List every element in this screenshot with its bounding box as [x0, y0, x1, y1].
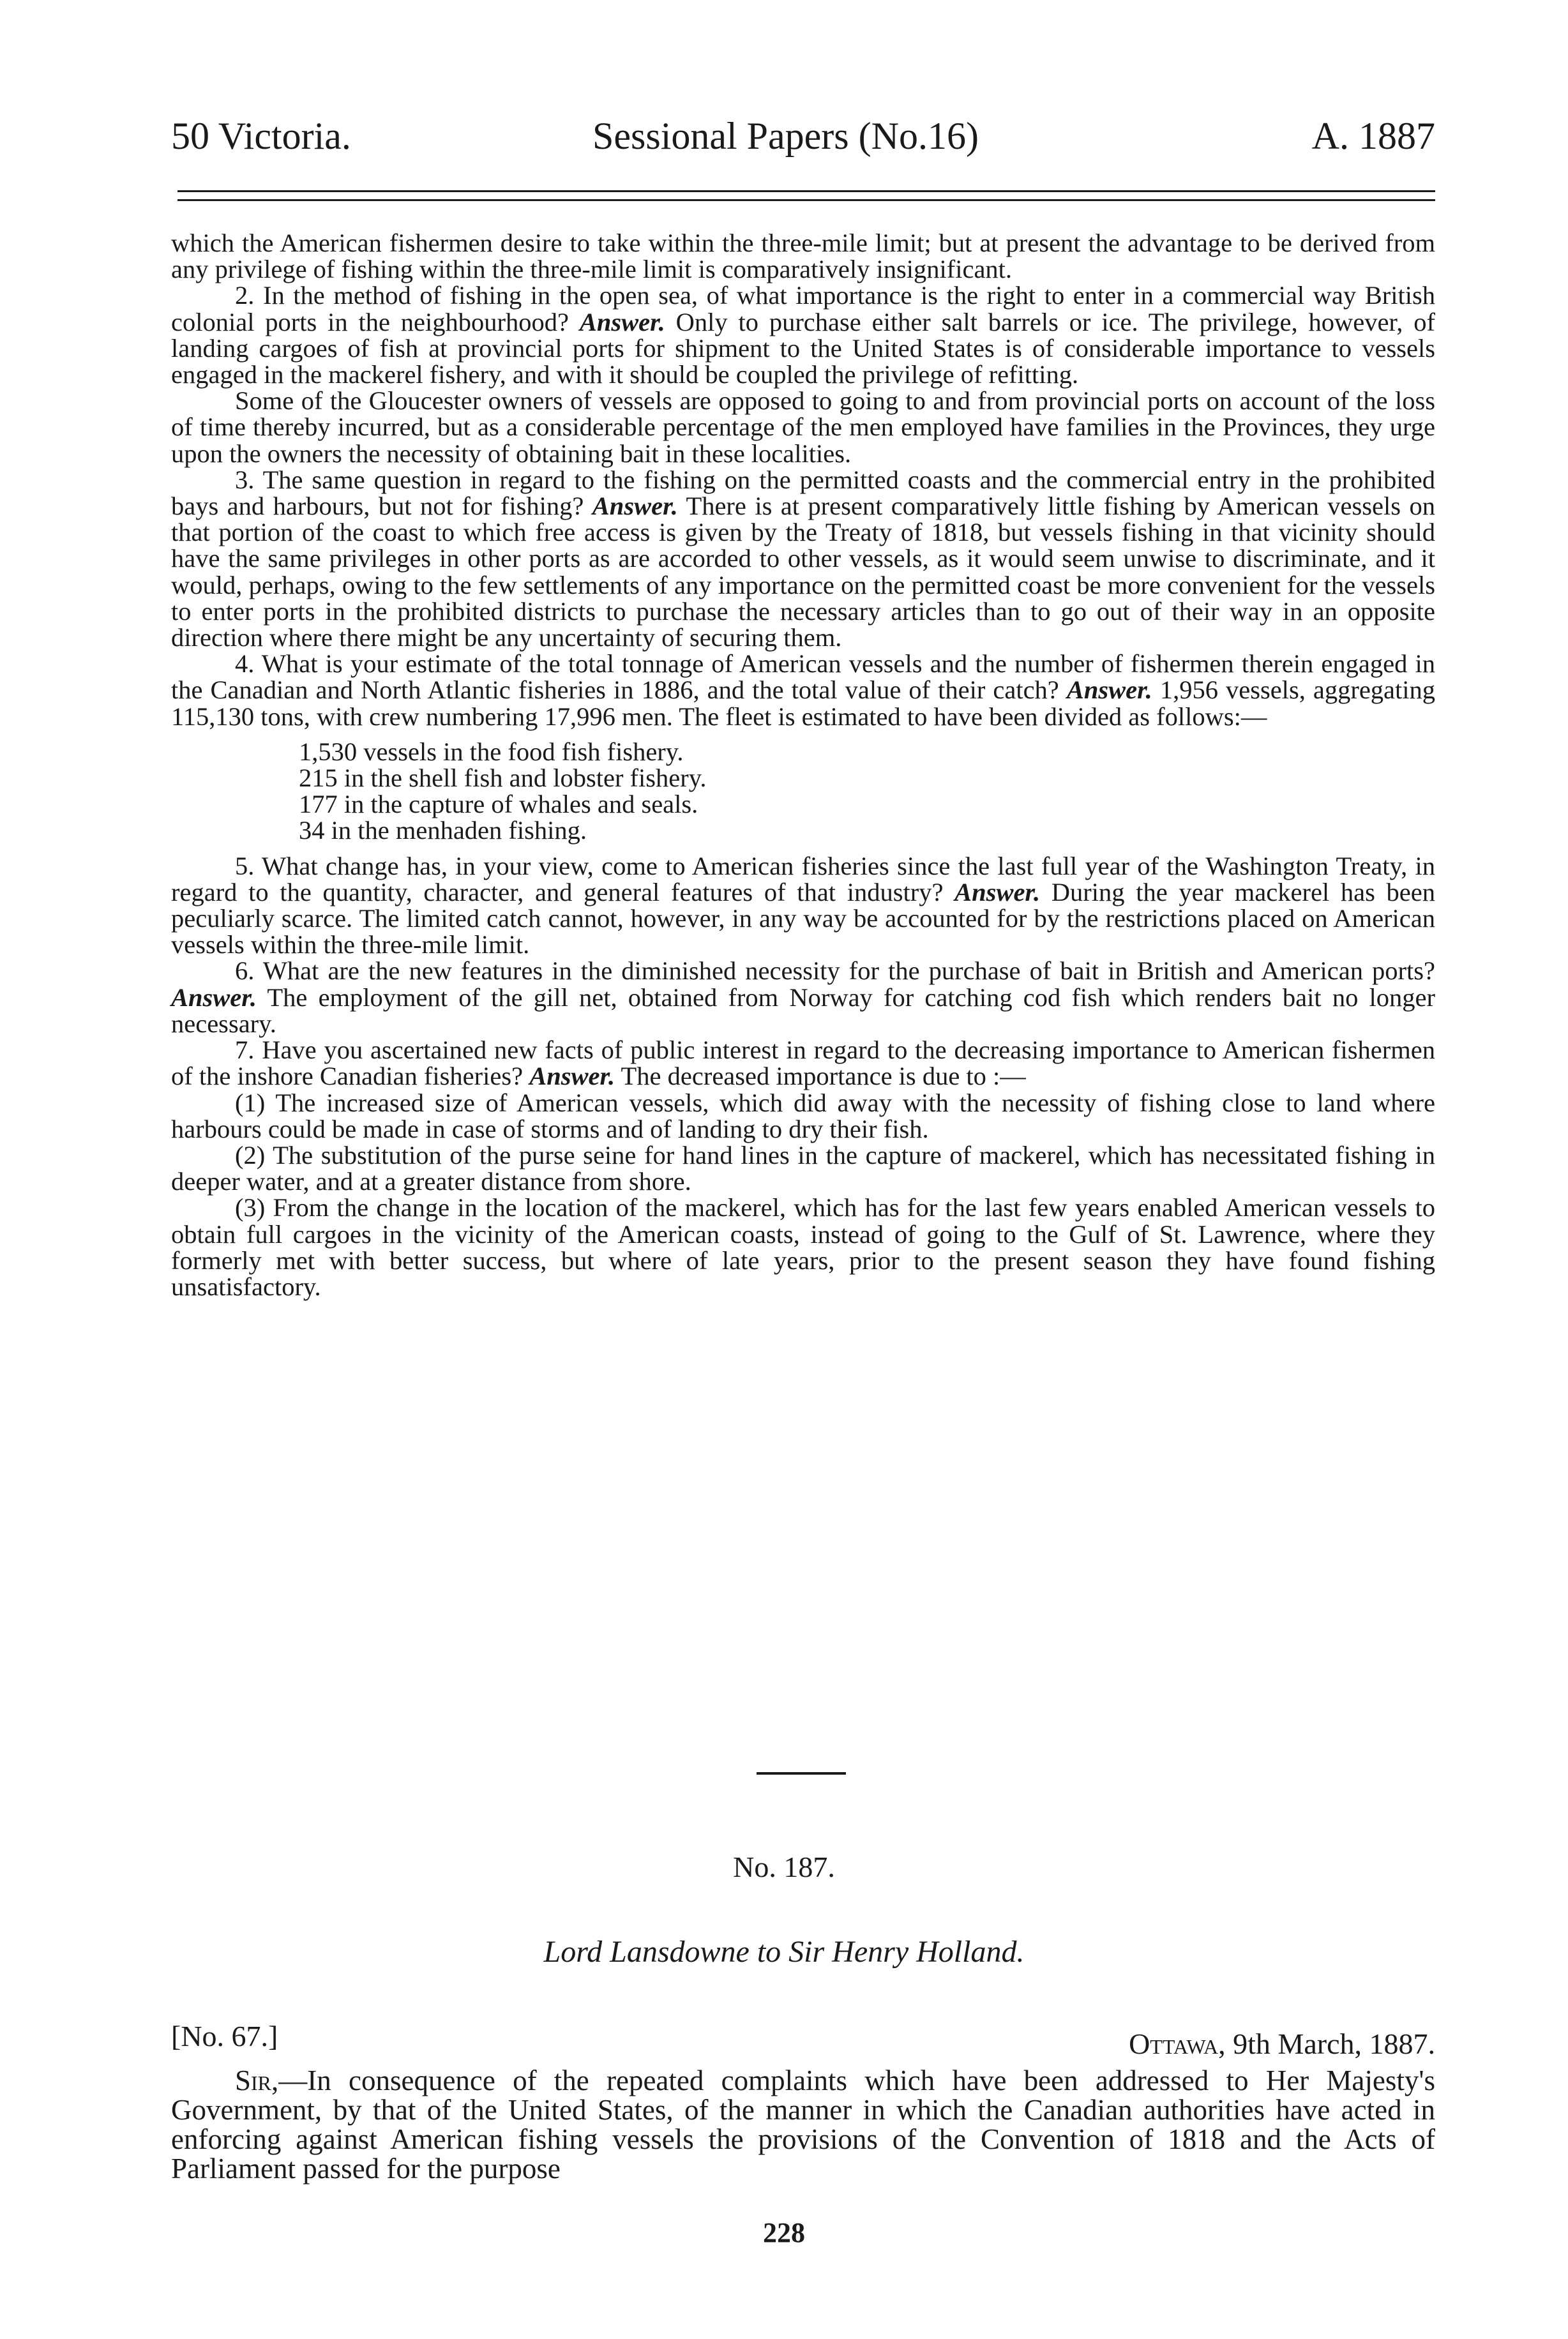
answer-label: Answer.: [1066, 675, 1152, 705]
paragraph-gloucester: Some of the Gloucester owners of vessels are opposed to going to and from provincial ports on account of the loss of time thereby incurred, but as a considerable percentage of the men employed have families in the Provinces, they urge upon the owners the necessity of obtaining bait in these localities.: [171, 386, 1435, 468]
header-rule-top: [177, 190, 1435, 192]
reason-2: (2) The substitution of the purse seine for hand lines in the capture of mackerel, which has necessitated fishing in deeper water, and at a greater distance from shore.: [171, 1140, 1435, 1196]
answer-label: Answer.: [529, 1062, 615, 1091]
despatch-reference: [No. 67.]: [171, 2020, 278, 2052]
answer-text: There is at present comparatively little fishing by American vessels on that portion of the coast to which free access is given by the Treaty of 1818, but vessels fishing in that vicinity should have the same privileges in other ports as are accorded to other vessels, as it would seem unwise to discriminate, and it would, perhaps, owing to the few settlements of any importance on the permitted coast be more convenient for the vessels to enter ports in the prohibited districts to purchase the necessary articles than to go out of their way in an opposite direction where there might be any uncertainty of securing them.: [171, 492, 1435, 652]
section-divider: [757, 1772, 846, 1775]
answer-label: Answer.: [171, 982, 257, 1012]
place: Ottawa,: [1129, 2027, 1226, 2060]
running-header: [171, 107, 1435, 165]
answer-text: 1,956 vessels, aggregating 115,130 tons, with crew numbering 17,996 men. The fleet is estimated to have been divided as follows:—: [171, 675, 1436, 731]
body-text: [171, 230, 1435, 1300]
question-2: [171, 282, 1435, 387]
letter-text: —In consequence of the repeated complaints which have been addressed to Her Majesty's Government, by that of the United States, of the manner in which the Canadian authorities have acted in enforcing against American fishing vessels the provisions of the Convention of 1818 and the Acts of Parliament passed for the purpose: [171, 2064, 1435, 2185]
header-series-title: Sessional Papers (No.16): [592, 115, 979, 157]
question-text: 6. What are the new features in the diminished necessity for the purchase of bait in British and American ports?: [235, 956, 1435, 986]
question-3: [171, 467, 1435, 651]
answer-text: During the year mackerel has been peculiarly scarce. The limited catch cannot, however, in any way be accounted for by the restrictions placed on American vessels within the three-mile limit.: [171, 877, 1436, 959]
answer-text: Only to purchase either salt barrels or ice. The privilege, however, of landing cargoes of fish at provincial ports for shipment to the United States is of considerable importance to vessels engaged in the mackerel fishery, and with it should be coupled the privilege of refitting.: [171, 307, 1435, 389]
answer-text: The employment of the gill net, obtained from Norway for catching cod fish which renders bait no longer necessary.: [171, 982, 1435, 1038]
header-regnal-year: 50 Victoria.: [171, 115, 351, 157]
dateline: [1129, 2025, 1435, 2063]
letter-paragraph: [171, 2066, 1435, 2183]
list-item: 215 in the shell fish and lobster fishery.: [299, 763, 707, 793]
answer-label: Answer.: [579, 307, 665, 336]
page-number: 228: [763, 2217, 805, 2248]
salutation: Sir,: [235, 2064, 279, 2096]
list-item: 34 in the menhaden fishing.: [299, 816, 587, 845]
question-text: 7. Have you ascertained new facts of public interest in regard to the decreasing importance to American fishermen of the inshore Canadian fisheries?: [171, 1035, 1435, 1091]
fleet-list: [299, 739, 1435, 844]
question-6: [171, 958, 1435, 1037]
answer-label: Answer.: [592, 492, 678, 521]
header-year: A. 1887: [1311, 115, 1435, 157]
answer-label: Answer.: [954, 877, 1041, 906]
reason-3: (3) From the change in the location of the mackerel, which has for the last few years enabled American vessels to obtain full cargoes in the vicinity of the American coasts, instead of going to the Gulf of St. Lawrence, where they formerly met with better success, but where of late years, prior to the present season they have found fishing unsatisfactory.: [171, 1193, 1435, 1301]
answer-text: The decreased importance is due to :—: [621, 1062, 1026, 1091]
letter-body: [171, 2066, 1435, 2183]
document-title: Lord Lansdowne to Sir Henry Holland.: [543, 1935, 1025, 1969]
question-text: 2. In the method of fishing in the open sea, of what importance is the right to enter in a commercial way British colonial ports in the neighbourhood?: [171, 281, 1435, 336]
reason-1: (1) The increased size of American vessels, which did away with the necessity of fishing close to land where harbours could be made in case of storms and of landing to dry their fish.: [171, 1088, 1435, 1143]
date: 9th March, 1887.: [1233, 2027, 1435, 2060]
question-5: [171, 853, 1435, 958]
question-text: 5. What change has, in your view, come to American fisheries since the last full year of the Washington Treaty, in regard to the quantity, character, and general features of that industry?: [171, 851, 1435, 906]
list-item: 177 in the capture of whales and seals.: [299, 790, 698, 819]
paragraph-continuation: which the American fishermen desire to take within the three-mile limit; but at present the advantage to be derived from any privilege of fishing within the three-mile limit is comparatively insignificant.: [171, 229, 1435, 284]
question-text: 3. The same question in regard to the fishing on the permitted coasts and the commercial entry in the prohibited bays and harbours, but not for fishing?: [171, 465, 1435, 521]
question-text: 4. What is your estimate of the total tonnage of American vessels and the number of fishermen therein engaged in the Canadian and North Atlantic fisheries in 1886, and the total value of their catch?: [171, 649, 1435, 705]
question-7: [171, 1037, 1435, 1089]
list-item: 1,530 vessels in the food fish fishery.: [299, 737, 684, 766]
question-4: [171, 651, 1435, 730]
header-rule-bottom: [177, 199, 1435, 201]
document-number: No. 187.: [733, 1851, 835, 1883]
